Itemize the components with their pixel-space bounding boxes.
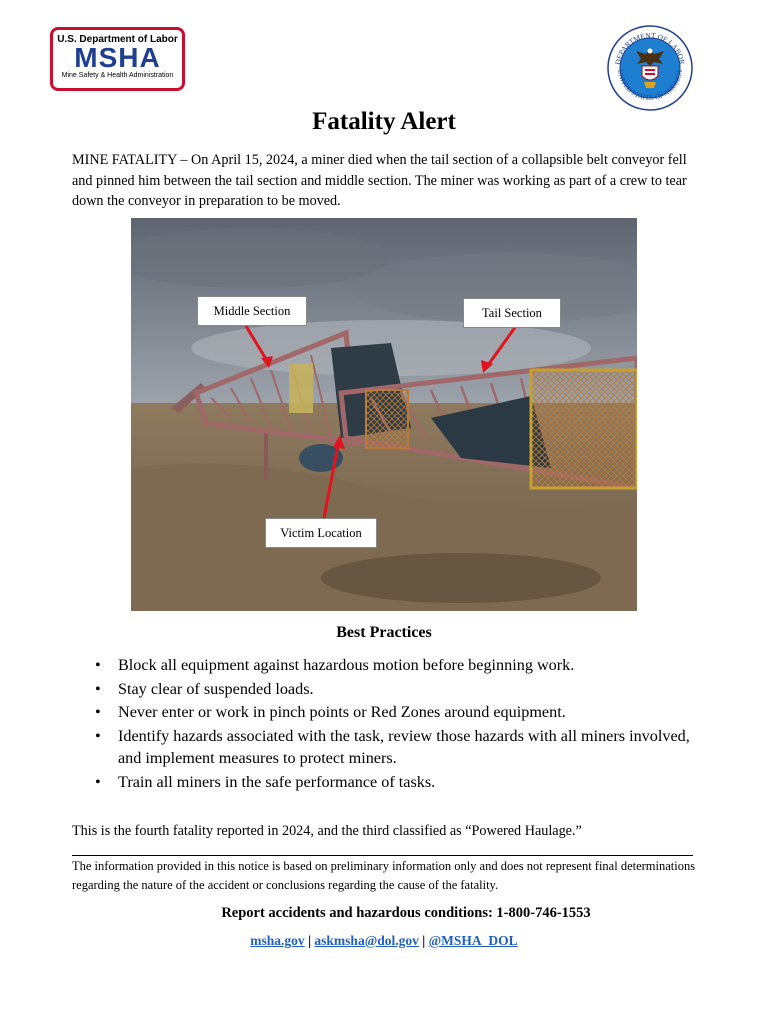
logo-top-text: U.S. Department of Labor: [57, 34, 178, 45]
contact-links: [0, 933, 768, 949]
intro-text: – On April 15, 2024, a miner died when the tail section of a collapsible belt conveyor fell and pinned him between the tail section and middle section. The miner was working as part of a crew to tear down the conveyor in preparation to be moved.: [72, 152, 687, 209]
seal-bottom-text: UNITED STATES OF AMERICA: [615, 69, 685, 103]
disclaimer: The information provided in this notice is based on preliminary information only and does not represent final determinations regarding the nature of the accident or conclusions regarding the cause of the fatality.: [72, 859, 696, 892]
bullet-icon: •: [95, 679, 101, 698]
bullet-icon: •: [95, 726, 101, 745]
bullet-icon: •: [95, 772, 101, 791]
email-link[interactable]: askmsha@dol.gov: [314, 933, 419, 948]
fatality-description: [72, 150, 702, 212]
msha-logo: [50, 27, 185, 91]
logo-bottom-text: Mine Safety & Health Administration: [61, 72, 174, 79]
best-practices-list: [95, 654, 695, 794]
bullet-icon: •: [95, 656, 101, 674]
accident-scene-photo: [131, 218, 637, 611]
callout-victim-location: Victim Location: [265, 518, 377, 548]
bullet-icon: •: [95, 703, 101, 721]
dol-seal-icon: [606, 24, 694, 112]
report-hotline: Report accidents and hazardous conditions: 1-800-746-1553: [221, 905, 591, 921]
divider: [72, 855, 693, 856]
link-separator: |: [304, 933, 315, 948]
practice-item: • Identify hazards associated with the task, review those hazards with all miners involved, and implement measures to protect miners.: [95, 726, 690, 767]
best-practices-heading: Best Practices: [336, 624, 432, 641]
practice-item: • Block all equipment against hazardous motion before beginning work.: [95, 654, 695, 677]
seal-top-text: DEPARTMENT OF LABOR: [613, 30, 687, 66]
fatality-count-note: This is the fourth fatality reported in 2024, and the third classified as “Powered Haulage.”: [72, 823, 582, 839]
link-separator: |: [418, 933, 429, 948]
practice-item: • Never enter or work in pinch points or Red Zones around equipment.: [95, 701, 695, 724]
msha-site-link[interactable]: msha.gov: [250, 933, 305, 948]
practice-item: • Train all miners in the safe performance of tasks.: [95, 771, 695, 794]
callout-middle-section: Middle Section: [197, 296, 307, 326]
callout-tail-section: Tail Section: [463, 298, 561, 328]
page-title: Fatality Alert: [312, 108, 456, 135]
logo-main-text: MSHA: [74, 42, 161, 73]
intro-lead: MINE FATALITY: [72, 152, 177, 168]
social-link[interactable]: @MSHA_DOL: [428, 933, 518, 948]
practice-item: • Stay clear of suspended loads.: [95, 678, 695, 701]
